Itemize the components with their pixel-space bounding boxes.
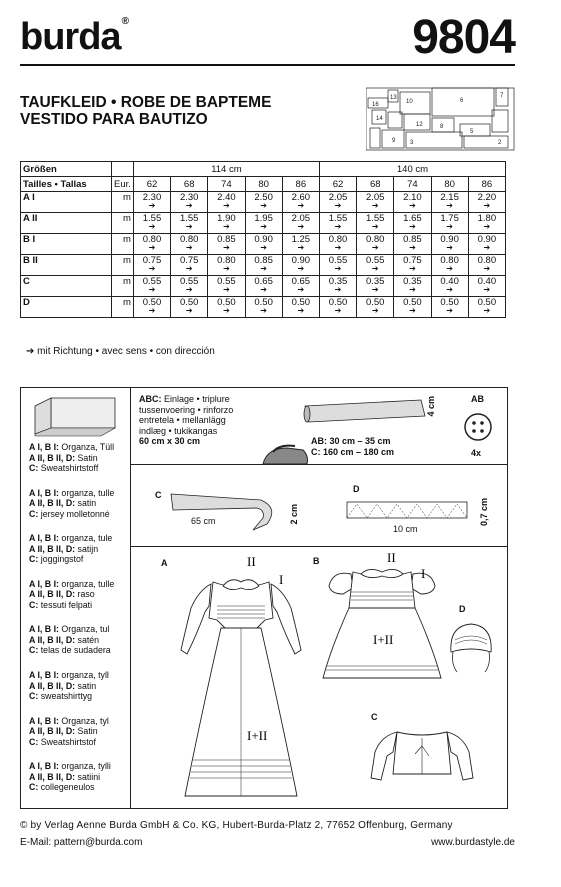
yardage-cell: 0.50 ➔ — [282, 297, 319, 318]
yardage-cell: 0.35 ➔ — [319, 276, 356, 297]
fabric-bolt-icon — [31, 394, 121, 438]
eur-label: Eur. — [112, 177, 134, 192]
yardage-cell: 0.80 ➔ — [133, 234, 170, 255]
yardage-cell: 0.40 ➔ — [431, 276, 468, 297]
yardage-cell: 1.55 ➔ — [171, 213, 208, 234]
row-label: B II — [21, 255, 112, 276]
fabric-suggestion: A I, B I: Organza, tul A II, B II, D: satén C: telas de sudadera — [29, 624, 111, 656]
yardage-table — [20, 161, 506, 318]
yardage-cell: 0.55 ➔ — [319, 255, 356, 276]
ribbon-c-length: 65 cm — [191, 516, 216, 526]
row-label: C — [21, 276, 112, 297]
pattern-number: 9804 — [412, 11, 515, 64]
brand-logo: burda® — [20, 16, 128, 58]
size-5: 62 — [319, 177, 356, 192]
ribbon-c-label: C — [155, 490, 162, 500]
pattern-piece-map — [366, 86, 516, 152]
size-6: 68 — [357, 177, 394, 192]
svg-text:2: 2 — [498, 140, 502, 146]
yardage-cell: 0.50 ➔ — [133, 297, 170, 318]
fabric-suggestions — [21, 388, 131, 808]
fabric-suggestion: A I, B I: organza, tyll A II, B II, D: satin C: sweatshirttyg — [29, 670, 109, 701]
yardage-cell: 0.50 ➔ — [468, 297, 505, 318]
view-c-label: C — [371, 712, 378, 722]
title-block — [20, 94, 271, 128]
svg-text:12: 12 — [416, 122, 423, 128]
yardage-cell: 0.80 ➔ — [431, 255, 468, 276]
yardage-cell: 0.40 ➔ — [468, 276, 505, 297]
yardage-cell: 0.90 ➔ — [431, 234, 468, 255]
size-label: Größen — [21, 162, 112, 177]
yardage-cell: 0.85 ➔ — [394, 234, 431, 255]
svg-text:9: 9 — [392, 138, 396, 144]
buttons-label: AB — [471, 394, 484, 404]
iron-icon — [257, 442, 313, 472]
copyright-line: © by Verlag Aenne Burda GmbH & Co. KG, Hubert-Burda-Platz 2, 77652 Offenburg, Germany — [20, 820, 453, 831]
title-line-1: TAUFKLEID • ROBE DE BAPTEME — [20, 94, 272, 111]
trim-d-label: D — [353, 484, 360, 494]
width-114: 114 cm — [133, 162, 319, 177]
baby-dress-b-illustration — [317, 548, 447, 688]
yardage-cell: 1.55 ➔ — [319, 213, 356, 234]
yardage-cell: 2.10 ➔ — [394, 192, 431, 213]
yardage-cell: 0.55 ➔ — [171, 276, 208, 297]
yardage-row — [21, 213, 506, 234]
yardage-cell: 0.90 ➔ — [245, 234, 282, 255]
yardage-cell: 1.55 ➔ — [357, 213, 394, 234]
yardage-cell: 2.05 ➔ — [319, 192, 356, 213]
trim-d-length: 10 cm — [393, 524, 418, 534]
yardage-cell: 2.30 ➔ — [133, 192, 170, 213]
yardage-cell: 0.90 ➔ — [282, 255, 319, 276]
yardage-cell: 0.55 ➔ — [357, 255, 394, 276]
yardage-cell: 2.05 ➔ — [282, 213, 319, 234]
yardage-cell: 0.50 ➔ — [394, 297, 431, 318]
buttons-count: 4x — [471, 448, 482, 458]
unit-label: m — [112, 213, 134, 234]
yardage-cell: 1.25 ➔ — [282, 234, 319, 255]
yardage-cell: 0.65 ➔ — [245, 276, 282, 297]
unit-label: m — [112, 297, 134, 318]
size-0: 62 — [133, 177, 170, 192]
yardage-row — [21, 192, 506, 213]
yardage-cell: 0.50 ➔ — [357, 297, 394, 318]
christening-gown-a-illustration — [161, 546, 321, 808]
unit-label: m — [112, 234, 134, 255]
website-link[interactable]: www.burdastyle.de — [431, 837, 515, 848]
yardage-cell: 2.40 ➔ — [208, 192, 245, 213]
row-label: D — [21, 297, 112, 318]
size-7: 74 — [394, 177, 431, 192]
fabric-suggestion: A I, B I: Organza, Tüll A II, B II, D: Satin C: Sweatshirtstoff — [29, 442, 115, 473]
yardage-cell: 0.80 ➔ — [357, 234, 394, 255]
yardage-cell: 1.95 ➔ — [245, 213, 282, 234]
fabric-suggestion: A I, B I: organza, tule A II, B II, D: satijn C: joggingstof — [29, 533, 113, 565]
direction-note: ➔ mit Richtung • avec sens • con dirección — [26, 346, 215, 357]
size-8: 80 — [431, 177, 468, 192]
yardage-cell: 2.60 ➔ — [282, 192, 319, 213]
fabric-suggestion: A I, B I: Organza, tyl A II, B II, D: Satin C: Sweatshirtstof — [29, 715, 109, 747]
yardage-cell: 0.75 ➔ — [394, 255, 431, 276]
view-a-label: A — [161, 558, 168, 568]
ribbon-c-width: 2 cm — [289, 504, 299, 525]
yardage-cell: 2.50 ➔ — [245, 192, 282, 213]
yardage-cell: 0.75 ➔ — [133, 255, 170, 276]
unit-label: m — [112, 255, 134, 276]
yardage-cell: 0.50 ➔ — [245, 297, 282, 318]
svg-text:I+II: I+II — [247, 728, 268, 743]
view-b-label: B — [313, 556, 320, 566]
yardage-cell: 1.90 ➔ — [208, 213, 245, 234]
yardage-cell: 0.55 ➔ — [208, 276, 245, 297]
yardage-cell: 0.35 ➔ — [394, 276, 431, 297]
yardage-row — [21, 234, 506, 255]
yardage-cell: 0.65 ➔ — [282, 276, 319, 297]
yardage-cell: 0.75 ➔ — [171, 255, 208, 276]
svg-text:5: 5 — [470, 129, 474, 135]
ribbon-ab-lengths: AB: 30 cm – 35 cm C: 160 cm – 180 cm — [311, 436, 395, 457]
trim-d-width: 0,7 cm — [479, 498, 489, 527]
yardage-cell: 0.50 ➔ — [431, 297, 468, 318]
bonnet-d-illustration — [441, 616, 501, 676]
yardage-cell: 1.55 ➔ — [133, 213, 170, 234]
svg-text:6: 6 — [460, 98, 464, 104]
yardage-cell: 1.65 ➔ — [394, 213, 431, 234]
unit-label: m — [112, 192, 134, 213]
size-label-2: Tailles • Tallas — [21, 177, 112, 192]
size-4: 86 — [282, 177, 319, 192]
yardage-cell: 0.80 ➔ — [468, 255, 505, 276]
ribbon-ab-width: 4 cm — [426, 396, 436, 417]
yardage-cell: 0.85 ➔ — [245, 255, 282, 276]
size-1: 68 — [171, 177, 208, 192]
svg-text:I+II: I+II — [373, 632, 394, 647]
svg-text:10: 10 — [406, 99, 413, 105]
yardage-cell: 1.80 ➔ — [468, 213, 505, 234]
yardage-cell: 0.85 ➔ — [208, 234, 245, 255]
yardage-cell: 2.05 ➔ — [357, 192, 394, 213]
yardage-cell: 0.50 ➔ — [319, 297, 356, 318]
yardage-row — [21, 297, 506, 318]
row-label: B I — [21, 234, 112, 255]
yardage-cell: 1.75 ➔ — [431, 213, 468, 234]
yardage-cell: 0.35 ➔ — [357, 276, 394, 297]
yardage-row — [21, 255, 506, 276]
notions-and-views-panel — [20, 387, 508, 809]
yardage-cell: 0.50 ➔ — [208, 297, 245, 318]
svg-text:14: 14 — [376, 116, 383, 122]
yardage-cell: 2.30 ➔ — [171, 192, 208, 213]
view-d-label: D — [459, 604, 466, 614]
yardage-row — [21, 276, 506, 297]
size-2: 74 — [208, 177, 245, 192]
svg-text:3: 3 — [410, 140, 414, 146]
yardage-cell: 0.80 ➔ — [208, 255, 245, 276]
row-label: A II — [21, 213, 112, 234]
width-140: 140 cm — [319, 162, 505, 177]
svg-text:I: I — [279, 572, 284, 587]
top-rule — [20, 64, 515, 66]
svg-text:13: 13 — [390, 95, 397, 101]
yardage-cell: 2.15 ➔ — [431, 192, 468, 213]
yardage-cell: 0.90 ➔ — [468, 234, 505, 255]
size-3: 80 — [245, 177, 282, 192]
fabric-suggestion: A I, B I: organza, tulle A II, B II, D: raso C: tessuti felpati — [29, 578, 115, 610]
interfacing-block: ABC: Einlage • triplure tussenvoering • rinforzo entretela • mellanlägg indlæg • tukikangas 60 cm x 30 cm — [139, 394, 234, 446]
button-icon — [463, 412, 493, 442]
svg-text:8: 8 — [440, 124, 444, 130]
fabric-suggestion: A I, B I: organza, tulle A II, B II, D: satin C: jersey molletonné — [29, 487, 115, 519]
svg-text:II: II — [247, 554, 256, 569]
fabric-suggestion: A I, B I: organza, tylli A II, B II, D: satiini C: collegeneulos — [29, 761, 111, 793]
title-line-2: VESTIDO PARA BAUTIZO — [20, 111, 208, 128]
svg-text:16: 16 — [372, 102, 379, 108]
svg-text:7: 7 — [500, 93, 504, 99]
email-link[interactable]: E-Mail: pattern@burda.com — [20, 837, 143, 848]
yardage-cell: 0.80 ➔ — [171, 234, 208, 255]
unit-label: m — [112, 276, 134, 297]
yardage-cell: 2.20 ➔ — [468, 192, 505, 213]
ribbon-roll-icon — [301, 396, 431, 426]
svg-text:I: I — [421, 566, 426, 581]
yardage-cell: 0.50 ➔ — [171, 297, 208, 318]
jacket-c-illustration — [367, 722, 477, 792]
size-9: 86 — [468, 177, 505, 192]
svg-text:II: II — [387, 550, 396, 565]
lace-trim-icon — [343, 498, 473, 524]
yardage-cell: 0.80 ➔ — [319, 234, 356, 255]
yardage-cell: 0.55 ➔ — [133, 276, 170, 297]
row-label: A I — [21, 192, 112, 213]
ribbon-c-icon — [161, 488, 281, 538]
